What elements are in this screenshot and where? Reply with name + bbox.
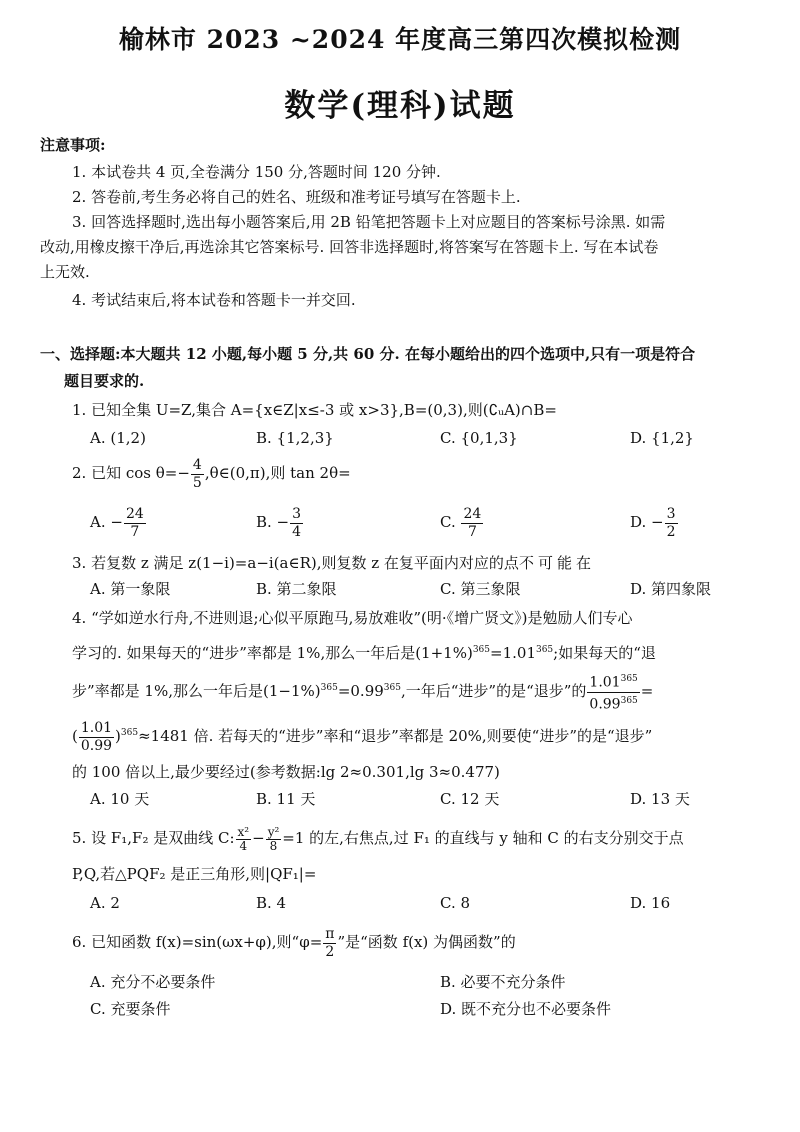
q5-four: 4 [239, 838, 248, 853]
q2-a-frac [124, 506, 146, 541]
q4-ratio-num [587, 671, 639, 693]
q4-line-5: 的 100 倍以上,最少要经过(参考数据:lg 2≈0.301,lg 3≈0.477) [72, 763, 500, 781]
q2-a-label: A. − [90, 513, 123, 531]
q4-l3d: = [640, 682, 654, 700]
q4-l3c: ,一年后“进步”的是“退步”的 [400, 682, 587, 700]
note-1: 1. 本试卷共 4 页,全卷满分 150 分,答题时间 120 分钟. [72, 163, 441, 181]
q2-frac-den: 5 [192, 474, 202, 491]
q3-option-a: A. 第一象限 [90, 580, 171, 598]
q5-option-c: C. 8 [440, 894, 471, 912]
q2-d-num: 3 [666, 505, 676, 522]
exam-header-title: 榆林市 2023 ~2024 年度高三第四次模拟检测 [118, 25, 682, 54]
q4-l4a: ( [72, 727, 78, 745]
q6-stem [72, 924, 516, 961]
q6-option-a: A. 充分不必要条件 [90, 973, 216, 991]
q4-power-fraction [79, 720, 114, 755]
q3-option-c: C. 第三象限 [440, 580, 521, 598]
q4-exp-2: 365 [535, 645, 554, 655]
q5-post: =1 的左,右焦点,过 F₁ 的直线与 y 轴和 C 的右支分别交于点 [282, 829, 684, 847]
note-2: 2. 答卷前,考生务必将自己的姓名、班级和准考证号填写在答题卡上. [72, 188, 521, 206]
q4-line-3 [72, 670, 653, 713]
q1-stem: 1. 已知全集 U=Z,集合 A={x∈Z|x≤-3 或 x>3},B=(0,3),则(∁ᵤA)∩B= [72, 401, 557, 419]
q3-stem-a: 3. 若复数 z 满足 z(1−i)=a−i(a∈R),则复数 z 在复平面内对应的点 [72, 554, 519, 572]
q2-c-num: 24 [463, 505, 482, 522]
q4-l2a: 学习的. 如果每天的“进步”率都是 1%,那么一年后是(1+1%) [72, 644, 473, 662]
q5-option-a: A. 2 [90, 894, 120, 912]
q5-stem [72, 820, 684, 856]
q4-ratio-fraction [587, 671, 639, 713]
q5-minus: − [252, 829, 265, 847]
q1-option-a: A. (1,2) [90, 429, 146, 447]
q2-stem-post: ,θ∈(0,π),则 tan 2θ= [204, 464, 351, 482]
q6-den: 2 [325, 943, 335, 960]
q1-option-b: B. {1,2,3} [256, 429, 334, 447]
q1-option-d: D. {1,2} [630, 429, 694, 447]
q4-ratio-den-val: 0.99 [589, 696, 621, 713]
q2-stem-pre: 2. 已知 cos θ=− [72, 464, 190, 482]
q5-option-d: D. 16 [630, 894, 671, 912]
q5-eight: 8 [269, 838, 278, 853]
q4-option-d: D. 13 天 [630, 790, 690, 808]
q4-option-a: A. 10 天 [90, 790, 150, 808]
q2-a-den: 7 [130, 523, 140, 540]
q3-stem-b: 在 [575, 554, 591, 572]
q4-ratio-num-val: 1.01 [589, 674, 621, 691]
q4-exp-4: 365 [383, 683, 401, 693]
q2-b-num: 3 [292, 505, 302, 522]
q4-power-num: 1.01 [80, 719, 113, 736]
q4-l4c: ≈1481 倍. 若每天的“进步”率和“退步”率都是 20%,则要使“进步”的是“退步” [138, 727, 653, 745]
section-heading-cont: 题目要求的. [64, 372, 145, 390]
q2-c-den: 7 [467, 523, 477, 540]
q4-exp-7: 365 [120, 728, 139, 738]
q3-stem [72, 553, 591, 573]
q5-y2: y² [267, 824, 280, 839]
q2-stem [72, 455, 351, 492]
q2-d-frac [665, 506, 678, 541]
q4-exp-6: 365 [620, 695, 638, 706]
q4-l2b: =1.01 [490, 644, 536, 662]
q4-exp-5: 365 [620, 673, 638, 684]
q2-b-label: B. − [256, 513, 290, 531]
q5-x2: x² [237, 824, 250, 839]
q5-option-b: B. 4 [256, 894, 287, 912]
note-3b: 改动,用橡皮擦干净后,再选涂其它答案标号. 回答非选择题时,将答案写在答题卡上. 写在本试卷 [40, 238, 659, 256]
q2-option-a [90, 504, 147, 541]
q6-option-c: C. 充要条件 [90, 1000, 171, 1018]
q4-power-den: 0.99 [80, 737, 113, 754]
note-3a: 3. 回答选择题时,选出每小题答案后,用 2B 铅笔把答题卡上对应题目的答案标号涂黑. 如需 [72, 213, 666, 231]
q4-ratio-den [587, 693, 639, 714]
q3-option-b: B. 第二象限 [256, 580, 337, 598]
q6-option-b: B. 必要不充分条件 [440, 973, 566, 991]
q4-exp-3: 365 [320, 683, 338, 693]
q3-stem-emphasis: 不可能 [518, 554, 576, 572]
q2-c-frac [461, 506, 483, 541]
section-heading: 一、选择题:本大题共 12 小题,每小题 5 分,共 60 分. 在每小题给出的四个选项中,只有一项是符合 [40, 345, 696, 363]
note-3c: 上无效. [40, 263, 90, 281]
q4-l3b: =0.99 [337, 682, 384, 700]
q4-line-4 [72, 715, 652, 755]
q6-fraction [323, 926, 336, 961]
q2-d-label: D. − [630, 513, 664, 531]
q2-a-num: 24 [125, 505, 144, 522]
q4-l3a: 步”率都是 1%,那么一年后是(1−1%) [72, 682, 321, 700]
q2-fraction [191, 457, 204, 492]
q4-l4b: ) [115, 727, 121, 745]
note-4: 4. 考试结束后,将本试卷和答题卡一并交回. [72, 291, 356, 309]
q4-exp-1: 365 [472, 645, 491, 655]
q6-num: π [325, 925, 335, 942]
q2-option-b [256, 504, 304, 541]
q2-d-den: 2 [666, 523, 676, 540]
q5-line-2: P,Q,若△PQF₂ 是正三角形,则|QF₁|= [72, 865, 317, 883]
q6-option-d: D. 既不充分也不必要条件 [440, 1000, 612, 1018]
q2-frac-num: 4 [192, 456, 202, 473]
q2-option-c [440, 504, 484, 541]
notes-heading: 注意事项: [40, 136, 106, 154]
q3-option-d: D. 第四象限 [630, 580, 712, 598]
q5-frac-x [236, 826, 252, 853]
q4-line-1: 4. “学如逆水行舟,不进则退;心似平原跑马,易放难收”(明·《增广贤文》)是勉励人们专心 [72, 609, 633, 627]
q5-frac-y [266, 826, 282, 853]
q2-b-den: 4 [292, 523, 302, 540]
q4-l2c: ;如果每天的“退 [553, 644, 656, 662]
q5-pre: 5. 设 F₁,F₂ 是双曲线 C: [72, 829, 235, 847]
q4-line-2 [72, 640, 656, 663]
q1-option-c: C. {0,1,3} [440, 429, 518, 447]
q6-pre: 6. 已知函数 f(x)=sin(ωx+φ),则“φ= [72, 933, 323, 951]
q6-post: ”是“函数 f(x) 为偶函数”的 [337, 933, 516, 951]
q2-option-d [630, 504, 679, 541]
q2-b-frac [290, 506, 303, 541]
q2-c-label: C. [440, 513, 461, 531]
exam-subject-title: 数学(理科)试题 [284, 88, 516, 124]
q4-option-c: C. 12 天 [440, 790, 500, 808]
q4-option-b: B. 11 天 [256, 790, 316, 808]
